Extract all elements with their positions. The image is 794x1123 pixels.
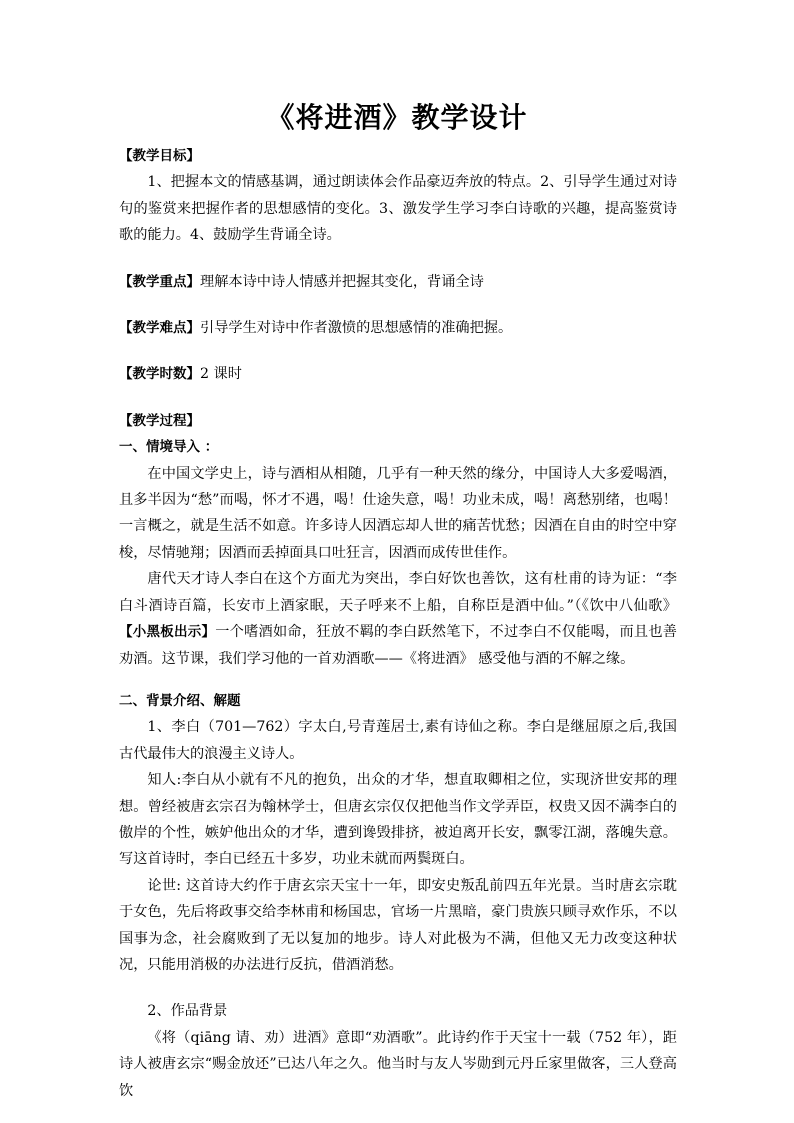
section2-paragraph-4: 2、作品背景 [147, 1003, 228, 1020]
section2-paragraph-3: 论世: 这首诗大约作于唐玄宗天宝十一年，即安史叛乱前四五年光景。当时唐玄宗耽于女色，先后将政事交给李林甫和杨国忠，官场一片黑暗，豪门贵族只顾寻欢作乐，不以国事为念，社会腐败到了无以复加的地步。诗人对此极为不满，但他又无力改变这种状况，只能用消极的办法进行反抗，借酒消愁。 [119, 877, 677, 973]
objectives-heading: 【教学目标】 [119, 148, 200, 164]
difficulties-line [119, 315, 677, 341]
section1-p2-after: 一个嗜酒如命，狂放不羁的李白跃然笔下，不过李白不仅能喝，而且也善劝酒。这节课，我们学习他的一首劝酒歌——《将进酒》 感受他与酒的不解之缘。 [119, 624, 677, 667]
hours-line [119, 361, 677, 387]
section1-p2-bold: 【小黑板出示】 [119, 624, 216, 641]
section1-paragraph-1: 在中国文学史上，诗与酒相从相随，几乎有一种天然的缘分，中国诗人大多爱喝酒，且多半因为“愁”而喝，怀才不遇，喝！仕途失意，喝！功业未成，喝！离愁别绪，也喝！一言概之，就是生活不如意。许多诗人因酒忘却人世的痛苦忧愁；因酒在自由的时空中穿梭，尽情驰翔；因酒而丢掉面具口吐狂言，因酒而成传世佳作。 [119, 465, 677, 561]
key-points-text: 理解本诗中诗人情感并把握其变化，背诵全诗 [200, 273, 484, 290]
key-points-heading: 【教学重点】 [119, 273, 200, 290]
section1-heading: 一、情境导入 ： [119, 439, 219, 456]
objectives-text: 1、把握本文的情感基调，通过朗读体会作品豪迈奔放的特点。2、引导学生通过对诗句的鉴赏来把握作者的思想感情的变化。3、激发学生学习李白诗歌的兴趣，提高鉴赏诗歌的能力。4、鼓励学生背诵全诗。 [119, 174, 677, 244]
hours-heading: 【教学时数】 [119, 366, 200, 383]
section2-paragraph-2: 知人:李白从小就有不凡的抱负，出众的才华，想直取卿相之位，实现济世安邦的理想。曾经被唐玄宗召为翰林学士，但唐玄宗仅仅把他当作文学弄臣，权贵又因不满李白的傲岸的个性，嫉妒他出众的才华，遭到谗毁排挤，被迫离开长安，飘零江湖，落魄失意。写这首诗时，李白已经五十多岁，功业未就而两鬓斑白。 [119, 772, 677, 868]
key-points-line [119, 269, 677, 295]
process-heading: 【教学过程】 [119, 412, 200, 429]
hours-text: 2 课时 [200, 366, 242, 383]
section1-paragraph-2 [119, 566, 677, 672]
difficulties-heading: 【教学难点】 [119, 320, 200, 337]
section2-paragraph-5: 《将（qiāng 请、劝）进酒》意即“劝酒歌”。此诗约作于天宝十一载（752 年），距诗人被唐玄宗“赐金放还”已达八年之久。他当时与友人岑勋到元丹丘家里做客，三人登高饮 [119, 1029, 677, 1099]
page-title: 《将进酒》教学设计 [266, 101, 528, 134]
difficulties-text: 引导学生对诗中作者激愤的思想感情的准确把握。 [200, 320, 513, 337]
document-body [119, 143, 677, 1104]
section1-p2-before: 唐代天才诗人李白在这个方面尤为突出，李白好饮也善饮，这有杜甫的诗为证：“李白斗酒诗百篇，长安市上酒家眠，天子呼来不上船，自称臣是酒中仙。”（《饮中八仙歌》 [119, 571, 677, 614]
section2-heading: 二、背景介绍、解题 [119, 692, 241, 709]
section2-paragraph-1: 1、李白（701—762）字太白,号青莲居士,素有诗仙之称。李白是继屈原之后,我国古代最伟大的浪漫主义诗人。 [119, 719, 677, 762]
